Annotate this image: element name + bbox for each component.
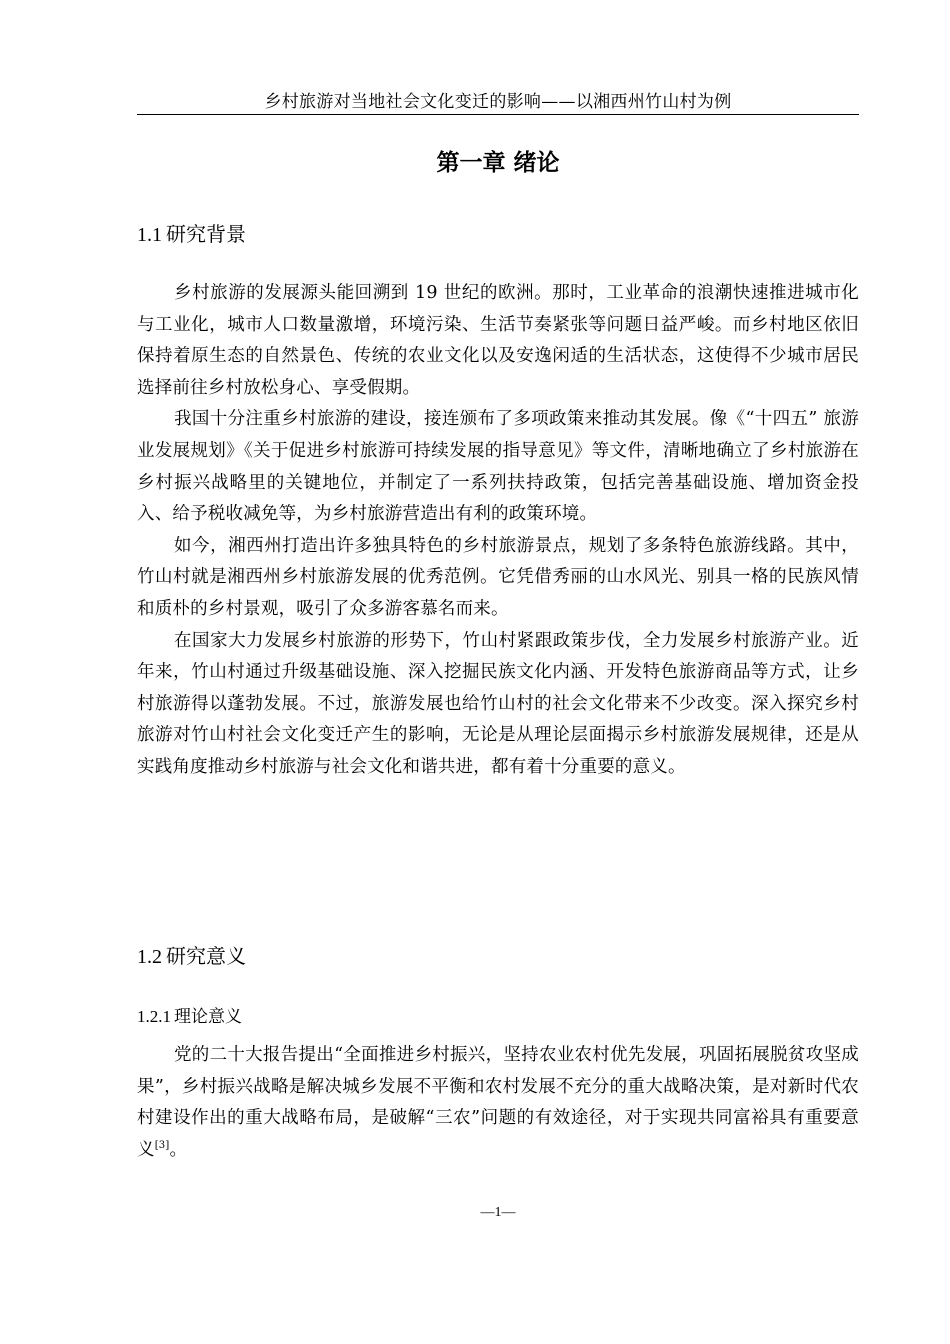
- section-title: 研究意义: [166, 944, 246, 968]
- subsection-title: 理论意义: [174, 1007, 242, 1027]
- section-number: 1.2: [137, 946, 162, 968]
- paragraph: 在国家大力发展乡村旅游的形势下，竹山村紧跟政策步伐，全力发展乡村旅游产业。近年来，竹山村通过升级基础设施、深入挖掘民族文化内涵、开发特色旅游商品等方式，让乡村旅游得以蓬勃发展。不过，旅游发展也给竹山村的社会文化带来不少改变。深入探究乡村旅游对竹山村社会文化变迁产生的影响，无论是从理论层面揭示乡村旅游发展规律，还是从实践角度推动乡村旅游与社会文化和谐共进，都有着十分重要的意义。: [137, 630, 859, 777]
- subsection-heading-1-2-1: [137, 1004, 242, 1030]
- paragraph: 乡村旅游的发展源头能回溯到 19 世纪的欧洲。那时，工业革命的浪潮快速推进城市化与工业化，城市人口数量激增，环境污染、生活节奏紧张等问题日益严峻。而乡村地区依旧保持着原生态的自然景色、传统的农业文化以及安逸闲适的生活状态，这使得不少城市居民选择前往乡村放松身心、享受假期。: [137, 283, 859, 398]
- header-rule: [137, 114, 859, 115]
- citation-marker[interactable]: [3]: [154, 1139, 170, 1151]
- section-title: 研究背景: [166, 222, 246, 246]
- running-header: 乡村旅游对当地社会文化变迁的影响——以湘西州竹山村为例: [264, 92, 732, 112]
- section-1-1-body: [137, 278, 859, 784]
- paragraph: 如今，湘西州打造出许多独具特色的乡村旅游景点，规划了多条特色旅游线路。其中，竹山村就是湘西州乡村旅游发展的优秀范例。它凭借秀丽的山水风光、别具一格的民族风情和质朴的乡村景观，吸引了众多游客慕名而来。: [137, 535, 859, 619]
- paragraph-end: 。: [169, 1139, 188, 1160]
- section-number: 1.1: [137, 224, 162, 246]
- section-heading-1-1: [137, 219, 246, 250]
- chapter-title: 第一章 绪论: [436, 150, 560, 176]
- paragraph: 我国十分注重乡村旅游的建设，接连颁布了多项政策来推动其发展。像《“十四五” 旅游业发展规划》《关于促进乡村旅游可持续发展的指导意见》等文件，清晰地确立了乡村旅游在乡村振兴战略里的关键地位，并制定了一系列扶持政策，包括完善基础设施、增加资金投入、给予税收减免等，为乡村旅游营造出有利的政策环境。: [137, 409, 859, 525]
- page-number: —1—: [480, 1205, 516, 1220]
- paragraph-text: 党的二十大报告提出“全面推进乡村振兴，坚持农业农村优先发展，巩固拓展脱贫攻坚成果”，乡村振兴战略是解决城乡发展不平衡和农村发展不充分的重大战略决策，是对新时代农村建设作出的重大战略布局，是破解“三农”问题的有效途径，对于实现共同富裕具有重要意义: [137, 1045, 859, 1160]
- section-heading-1-2: [137, 941, 246, 972]
- paragraph: [137, 1040, 859, 1166]
- section-1-2-1-body: [137, 1040, 859, 1166]
- subsection-number: 1.2.1: [137, 1007, 171, 1026]
